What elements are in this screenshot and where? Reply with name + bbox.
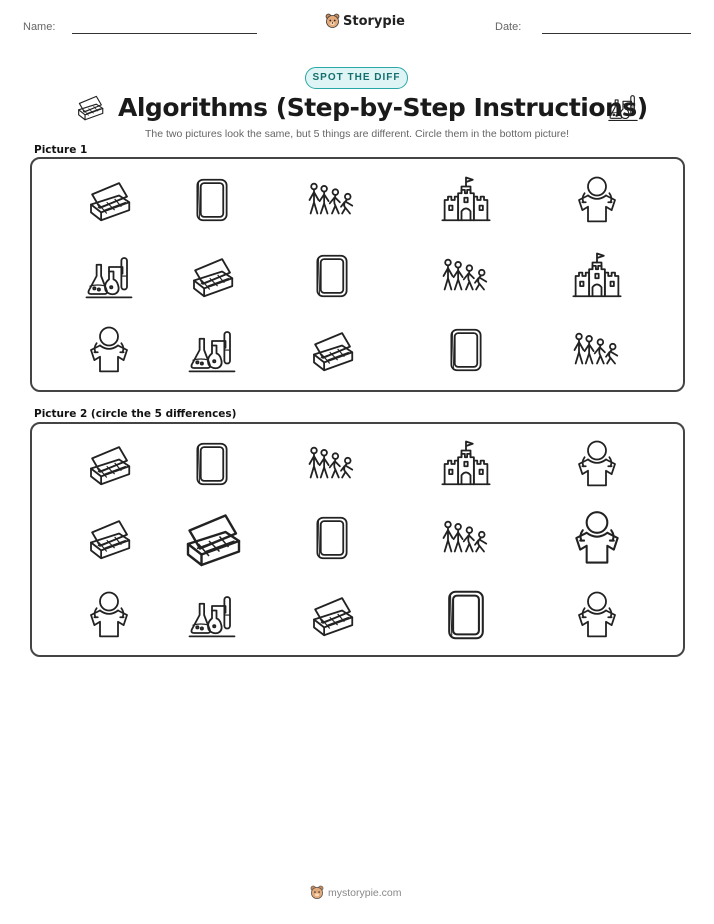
picture-1-cell-r2-c5 <box>570 249 624 303</box>
evolution-icon <box>439 511 493 565</box>
tablet-icon <box>439 323 493 377</box>
picture-2-label: Picture 2 (circle the 5 differences) <box>34 408 237 420</box>
tshirt-icon <box>82 588 136 642</box>
picture-1-cell-r2-c4 <box>439 249 493 303</box>
picture-2-cell-r2-c3[interactable] <box>305 511 359 565</box>
picture-1-cell-r1-c1 <box>82 173 136 227</box>
evolution-icon <box>570 323 624 377</box>
picture-1-cell-r3-c5 <box>570 323 624 377</box>
picture-2-cell-r1-c1[interactable] <box>82 437 136 491</box>
picture-2-cell-r2-c1[interactable] <box>82 511 136 565</box>
toolbox-icon <box>82 437 136 491</box>
footer-bear-icon <box>310 885 324 900</box>
page-title: Algorithms (Step-by-Step Instructions) <box>118 93 648 122</box>
tshirt-icon <box>570 173 624 227</box>
tablet-icon <box>305 511 359 565</box>
picture-1-cell-r3-c4 <box>439 323 493 377</box>
toolbox-icon <box>82 511 136 565</box>
spot-the-diff-badge: SPOT THE DIFF <box>305 67 408 89</box>
toolbox-icon <box>82 173 136 227</box>
castle-icon <box>439 437 493 491</box>
picture-1-cell-r2-c3 <box>305 249 359 303</box>
evolution-icon <box>305 437 359 491</box>
picture-2-cell-r1-c3[interactable] <box>305 437 359 491</box>
name-label: Name: <box>23 21 56 33</box>
date-label: Date: <box>495 21 522 33</box>
picture-2-cell-r2-c5[interactable] <box>566 507 628 569</box>
picture-2-cell-r1-c2[interactable] <box>185 437 239 491</box>
picture-2-cell-r1-c4[interactable] <box>439 437 493 491</box>
tablet-icon <box>435 584 497 646</box>
picture-1-cell-r2-c2 <box>185 249 239 303</box>
picture-1-cell-r1-c5 <box>570 173 624 227</box>
lab-flasks-icon <box>606 90 640 124</box>
brand-logo <box>325 13 405 29</box>
picture-2-cell-r3-c5[interactable] <box>570 588 624 642</box>
lab-flasks-icon <box>185 323 239 377</box>
picture-1-panel <box>30 157 685 392</box>
toolbox-icon <box>305 323 359 377</box>
tablet-icon <box>305 249 359 303</box>
name-line[interactable] <box>72 33 257 34</box>
picture-2-cell-r3-c1[interactable] <box>82 588 136 642</box>
bear-icon <box>325 13 340 29</box>
tablet-icon <box>185 173 239 227</box>
toolbox-icon <box>73 90 107 124</box>
picture-2-cell-r3-c4[interactable] <box>435 584 497 646</box>
footer-url: mystorypie.com <box>328 886 402 899</box>
evolution-icon <box>439 249 493 303</box>
tshirt-icon <box>570 437 624 491</box>
tshirt-icon <box>82 323 136 377</box>
date-line[interactable] <box>542 33 691 34</box>
picture-1-cell-r1-c2 <box>185 173 239 227</box>
picture-2-cell-r3-c2[interactable] <box>185 588 239 642</box>
picture-1-cell-r3-c1 <box>82 323 136 377</box>
picture-2-cell-r1-c5[interactable] <box>570 437 624 491</box>
picture-1-label: Picture 1 <box>34 144 88 156</box>
picture-1-cell-r3-c3 <box>305 323 359 377</box>
picture-2-cell-r3-c3[interactable] <box>305 588 359 642</box>
tshirt-icon <box>566 507 628 569</box>
picture-1-cell-r3-c2 <box>185 323 239 377</box>
picture-1-cell-r1-c4 <box>439 173 493 227</box>
castle-icon <box>570 249 624 303</box>
instructions: The two pictures look the same, but 5 things are different. Circle them in the bottom picture! <box>144 128 570 140</box>
tshirt-icon <box>570 588 624 642</box>
toolbox-icon <box>305 588 359 642</box>
picture-2-cell-r2-c2[interactable] <box>176 502 248 574</box>
evolution-icon <box>305 173 359 227</box>
toolbox-icon <box>185 249 239 303</box>
picture-1-cell-r1-c3 <box>305 173 359 227</box>
tablet-icon <box>185 437 239 491</box>
toolbox-icon <box>176 502 248 574</box>
lab-flasks-icon <box>82 249 136 303</box>
title-toolbox-icon <box>73 90 107 124</box>
footer <box>310 885 402 900</box>
title-lab-flasks-icon <box>606 90 640 124</box>
castle-icon <box>439 173 493 227</box>
lab-flasks-icon <box>185 588 239 642</box>
picture-1-cell-r2-c1 <box>82 249 136 303</box>
brand-name: Storypie <box>343 13 405 29</box>
picture-2-cell-r2-c4[interactable] <box>439 511 493 565</box>
picture-2-panel[interactable] <box>30 422 685 657</box>
